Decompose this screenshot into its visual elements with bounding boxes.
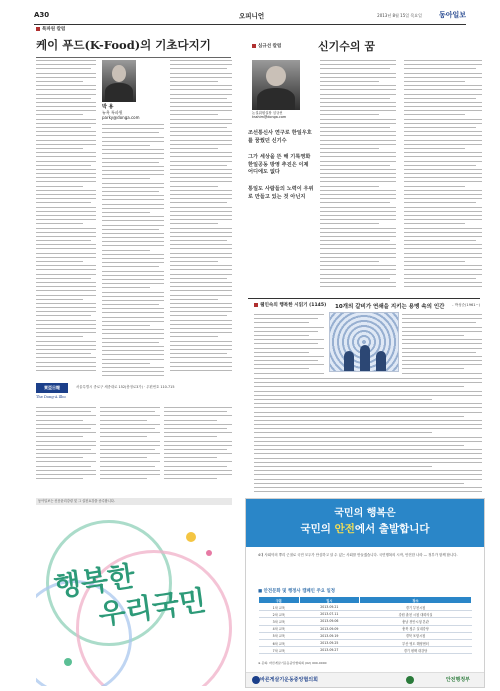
- band-divider: [248, 298, 480, 299]
- right-column-title: 신기수의 꿈: [318, 40, 375, 53]
- right-byline-sub: 논설위원실장: [252, 111, 272, 115]
- table-row: 7차 교육 2013.09.27 경기 평택 대강당: [259, 647, 472, 654]
- public-campaign-ad: [36, 510, 236, 686]
- left-byline-name: 박 용: [102, 104, 114, 110]
- left-byline: [102, 104, 142, 120]
- newspaper-address: 서울특별시 종로구 세종대로 152(충정로3가) · 우편번호 110-715: [76, 385, 175, 389]
- pull-quote-2: 그가 세상을 뜬 해 기록영화 한일공동 방영 추진은 이제 어디에도 없다: [248, 154, 311, 176]
- column-tag-right: 심규선 칼럼: [252, 43, 281, 49]
- pull-quote-3: 통일도 사람들의 노력이 우위로 만들고 있는 것 아닌지: [248, 185, 314, 200]
- table-row: 1차 교육 2013.09.21 경기 부천시청: [259, 604, 472, 611]
- right-byline: [252, 111, 308, 119]
- date-line: 2013년 8월 15일 목요일: [377, 13, 422, 18]
- table-header-cell: 구분: [259, 597, 300, 604]
- section-name: 오피니언: [239, 12, 265, 20]
- ad-slogan-line-2: 우리국민: [96, 583, 209, 632]
- left-byline-email: parky@donga.com: [102, 115, 140, 120]
- ministry-logo-icon: [406, 676, 414, 684]
- table-header-cell: 장소: [360, 597, 472, 604]
- tag-square-icon: [252, 44, 256, 48]
- ad-headline-1: 국민의 행복은: [334, 508, 396, 519]
- masthead: 동아일보: [438, 10, 466, 19]
- left-article-text-2: [102, 124, 164, 378]
- left-column-title: 케이 푸드(K-Food)의 기초다지기: [36, 37, 231, 58]
- poem-commentary-text-2: [254, 378, 482, 494]
- pull-quotes: [248, 130, 314, 210]
- left-article-text-3: [170, 60, 232, 378]
- tag-square-icon: [36, 27, 40, 31]
- poem-text: [254, 314, 324, 376]
- ethics-statement: 동아일보는 신문윤리강령 및 그 실천요강을 준수합니다.: [36, 498, 232, 505]
- poem-illustration: [329, 312, 399, 372]
- left-article-text-1: [36, 60, 96, 378]
- series-number: 1145: [311, 303, 325, 308]
- poem-author: - 박성순(1961~): [452, 303, 480, 307]
- safety-campaign-ad: [245, 498, 485, 688]
- sponsor-org-2: 안전행정부: [445, 677, 470, 683]
- poem-commentary-text: [402, 314, 482, 376]
- org-logo-icon: [252, 676, 260, 684]
- table-row: 3차 교육 2013.09.06 충남 천안시청 본관: [259, 618, 472, 625]
- page-header: [34, 10, 466, 25]
- ad-intro-text: 4대 사회악의 뿌리 근절로 국민 모두가 안심하고 살 수 있는 사회를 만들겠습니다. 국민행복의 시작, 안전한 나라 — 정부가 함께 합니다.: [258, 553, 458, 557]
- ad-sponsors: [246, 672, 484, 687]
- right-byline-name: 심규선: [272, 111, 283, 115]
- page-number: A30: [34, 11, 50, 19]
- table-row: 4차 교육 2013.09.09 충북 청주 실내강당: [259, 625, 472, 632]
- series-square-icon: [254, 303, 258, 307]
- ad-headline-2: 국민의 안전에서 출발합니다: [300, 523, 430, 535]
- ad-table-title: ■ 안전문화 및 행정사 캠페인 주요 일정: [258, 589, 335, 594]
- ad-slogan-line-1: 행복한: [51, 559, 137, 604]
- left-author-photo: [102, 60, 136, 102]
- ad-note: ※ 문의: 바른게살기운동중앙협의회 (02) 000-0000: [258, 661, 327, 665]
- table-row: 2차 교육 2013.07.11 강원 춘천 시청 대회의실: [259, 611, 472, 618]
- corporate-info: [36, 383, 232, 505]
- table-header-cell: 일시: [299, 597, 359, 604]
- right-author-photo: [252, 60, 300, 110]
- right-article-text-1: [320, 60, 396, 294]
- left-byline-sub: 뉴욕 특파원: [102, 110, 123, 115]
- newspaper-logo: 東亞日報: [36, 383, 68, 393]
- right-byline-email: ksshim@donga.com: [252, 115, 287, 120]
- sponsor-org-1: 바른게살기운동중앙협의회: [260, 677, 318, 683]
- table-row: 6차 교육 2013.09.25 부산 영도 해양센터: [259, 639, 472, 646]
- table-row: 5차 교육 2013.09.19 경북 포항시청: [259, 632, 472, 639]
- pull-quote-1: 조선통신사 연구로 한일우호를 꿈꿨던 신기수: [248, 130, 312, 144]
- schedule-table: [258, 596, 472, 654]
- column-tag-left: 특파원 칼럼: [36, 26, 65, 32]
- table-header-row: [259, 597, 472, 604]
- newspaper-english-name: The Dong-A Ilbo: [36, 395, 66, 399]
- right-article-text-2: [404, 60, 482, 294]
- poem-title: 10개의 갈비가 연쇄을 지키는 용맹 속의 인간: [335, 304, 445, 310]
- poetry-series-title: 웹인숙의 행복한 시읽기 (1145): [254, 302, 326, 308]
